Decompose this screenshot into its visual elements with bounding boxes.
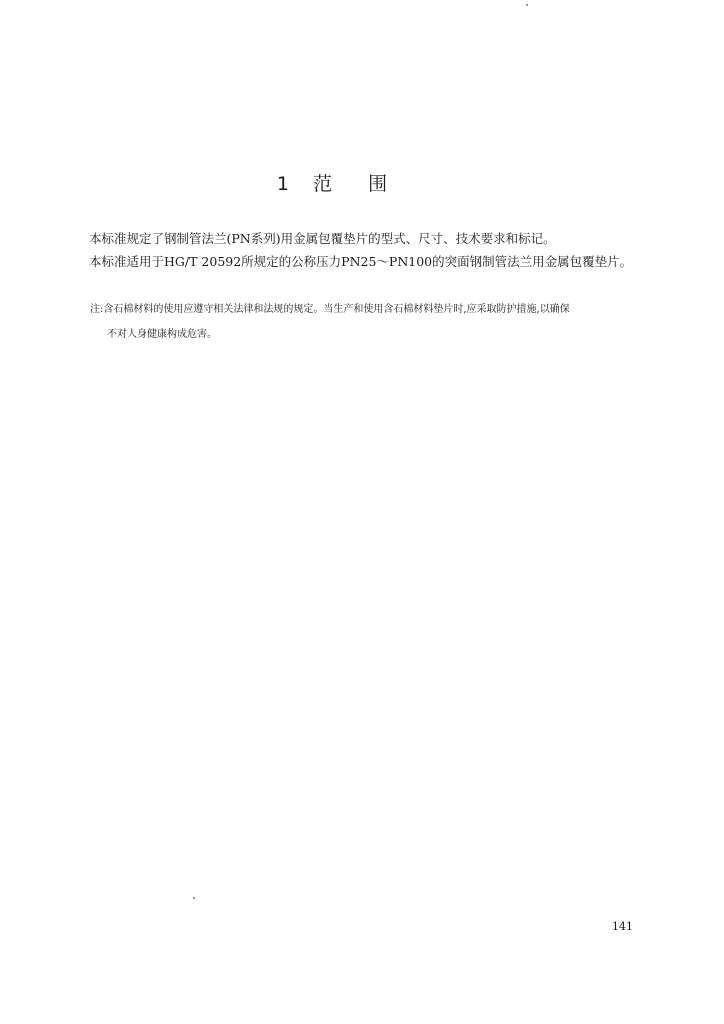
section-heading xyxy=(0,169,700,196)
note-line-2: 不对人身健康构成危害。 xyxy=(107,329,217,340)
note-line-1: 注:含石棉材料的使用应遵守相关法律和法规的规定。当生产和使用含石棉材料垫片时,应采取防护措施,以确保 xyxy=(90,304,570,315)
note-block xyxy=(90,297,638,347)
section-title: 范围 xyxy=(313,173,424,195)
page-number: 141 xyxy=(612,920,633,933)
scope-paragraph-2: 本标准适用于HG/T 20592所规定的公称压力PN25～PN100的突面钢制管法兰用金属包覆垫片。 xyxy=(89,254,633,269)
scan-speck xyxy=(193,897,195,899)
scope-paragraph-1: 本标准规定了钢制管法兰(PN系列)用金属包覆垫片的型式、尺寸、技术要求和标记。 xyxy=(89,231,556,246)
scan-speck xyxy=(526,4,528,6)
section-number: 1 xyxy=(276,173,291,195)
